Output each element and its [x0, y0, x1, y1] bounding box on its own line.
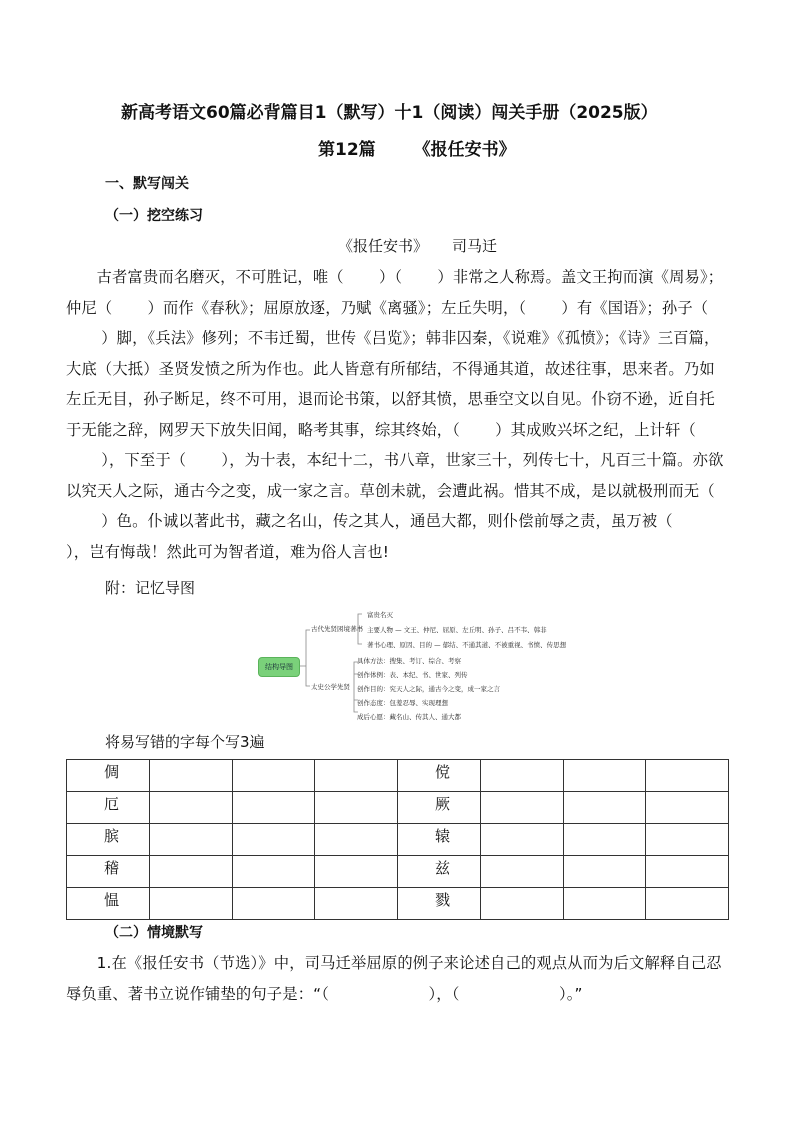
char-cell: 戮 — [398, 888, 481, 920]
writing-cell[interactable] — [480, 792, 563, 824]
writing-cell[interactable] — [563, 792, 646, 824]
writing-cell[interactable] — [232, 824, 315, 856]
subsection-heading: （二）情境默写 — [105, 925, 203, 941]
table-row — [67, 760, 729, 792]
appendix-label: 附：记忆导图 — [105, 579, 196, 597]
table-row — [67, 888, 729, 920]
writing-cell[interactable] — [563, 856, 646, 888]
mind-map-leaf: 创作目的：究天人之际，通古今之变，成一家之言 — [357, 685, 500, 693]
writing-cell[interactable] — [315, 824, 398, 856]
writing-cell[interactable] — [149, 792, 232, 824]
char-cell: 兹 — [398, 856, 481, 888]
writing-cell[interactable] — [563, 760, 646, 792]
writing-cell[interactable] — [149, 824, 232, 856]
char-cell: 厄 — [67, 792, 150, 824]
writing-cell[interactable] — [232, 888, 315, 920]
practice-label: 将易写错的字每个写3遍 — [105, 733, 265, 751]
mind-map-branch: 太史公学先贤 — [311, 683, 350, 691]
practice-table — [66, 759, 729, 920]
writing-cell[interactable] — [149, 888, 232, 920]
chapter-title: 《报任安书》 — [413, 140, 516, 160]
mind-map-branch: 古代先贤困境著书 — [311, 625, 363, 633]
section-heading: 一、默写闯关 — [105, 176, 189, 192]
text-heading — [338, 235, 497, 256]
table-row — [67, 792, 729, 824]
writing-cell[interactable] — [646, 824, 729, 856]
mind-map-root: 结构导图 — [258, 657, 300, 677]
writing-cell[interactable] — [315, 856, 398, 888]
chapter-heading — [318, 135, 516, 160]
writing-cell[interactable] — [149, 760, 232, 792]
writing-cell[interactable] — [646, 856, 729, 888]
doc-title: 新高考语文60篇必背篇目1（默写）十1（阅读）闯关手册（2025版） — [121, 103, 658, 123]
text-author: 司马迁 — [452, 237, 498, 255]
writing-cell[interactable] — [563, 888, 646, 920]
writing-cell[interactable] — [646, 760, 729, 792]
writing-cell[interactable] — [480, 856, 563, 888]
writing-cell[interactable] — [232, 856, 315, 888]
mind-map-leaf: 著书心理、原因、目的 — 郁结、不通其道、不被重视、书愤、传思想 — [367, 641, 567, 649]
cloze-paragraph: 古者富贵而名磨灭，不可胜记，唯（ ）（ ）非常之人称焉。盖文王拘而演《周易》；仲尼（ ）而作《春秋》；屈原放逐，乃赋《离骚》；左丘失明，（ ）有《国语》；孙子（）脚，《兵法》修列；不韦迁蜀，世传《吕览》；韩非囚秦，《说难》《孤愤》；《诗》三百篇，大底（大抵）圣贤发愤之所为作也。此人皆意有所郁结，不得通其道，故述往事，思来者。乃如左丘无目，孙子断足，终不可用，退而论书策，以舒其愤，思垂空文以自见。仆窃不逊，近自托于无能之辞，网罗天下放失旧闻，略考其事，综其终始，（ ）其成败兴坏之纪，上计轩（），下至于（ ），为十表，本纪十二，书八章，世家三十，列传七十，凡百三十篇。亦欲以究天人之际，通古今之变，成一家之言。草创未就，会遭此祸。惜其不成，是以就极刑而无（）色。仆诚以著此书，藏之名山，传之其人，通邑大都，则仆偿前辱之责，虽万被（），岂有悔哉！然此可为智者道，难为俗人言也! — [66, 268, 724, 561]
writing-cell[interactable] — [646, 792, 729, 824]
writing-cell[interactable] — [480, 824, 563, 856]
table-row — [67, 856, 729, 888]
chapter-number: 第12篇 — [318, 140, 376, 160]
char-cell: 辕 — [398, 824, 481, 856]
writing-cell[interactable] — [563, 824, 646, 856]
char-cell: 厥 — [398, 792, 481, 824]
writing-cell[interactable] — [480, 760, 563, 792]
writing-cell[interactable] — [315, 888, 398, 920]
question-1: 1.在《报任安书（节选）》中，司马迁举屈原的例子来论述自己的观点从而为后文解释自己忍辱负重、著书立说作铺垫的句子是：“（ ），（ ）。” — [66, 954, 722, 1003]
mind-map-leaf: 主要人物 — 文王、仲尼、屈原、左丘明、孙子、吕不韦、韩非 — [367, 626, 547, 634]
writing-cell[interactable] — [232, 760, 315, 792]
writing-cell[interactable] — [646, 888, 729, 920]
char-cell: 倜 — [67, 760, 150, 792]
char-cell: 膑 — [67, 824, 150, 856]
char-cell: 愠 — [67, 888, 150, 920]
mind-map-leaf: 富贵名灭 — [367, 611, 393, 619]
text-title: 《报任安书》 — [338, 237, 429, 255]
mind-map-leaf: 具体方法：搜集、考订、综合、考察 — [357, 657, 461, 665]
writing-cell[interactable] — [232, 792, 315, 824]
char-cell: 稽 — [67, 856, 150, 888]
mind-map-leaf: 创作体例：表、本纪、书、世家、列传 — [357, 671, 468, 679]
mind-map-leaf: 创作态度：包羞忍辱、实现理想 — [357, 699, 448, 707]
mind-map-leaf: 成后心愿：藏名山、传其人、通大都 — [357, 713, 461, 721]
writing-cell[interactable] — [149, 856, 232, 888]
char-cell: 傥 — [398, 760, 481, 792]
table-row — [67, 824, 729, 856]
writing-cell[interactable] — [480, 888, 563, 920]
writing-cell[interactable] — [315, 760, 398, 792]
subsection-heading: （一）挖空练习 — [105, 208, 203, 224]
writing-cell[interactable] — [315, 792, 398, 824]
